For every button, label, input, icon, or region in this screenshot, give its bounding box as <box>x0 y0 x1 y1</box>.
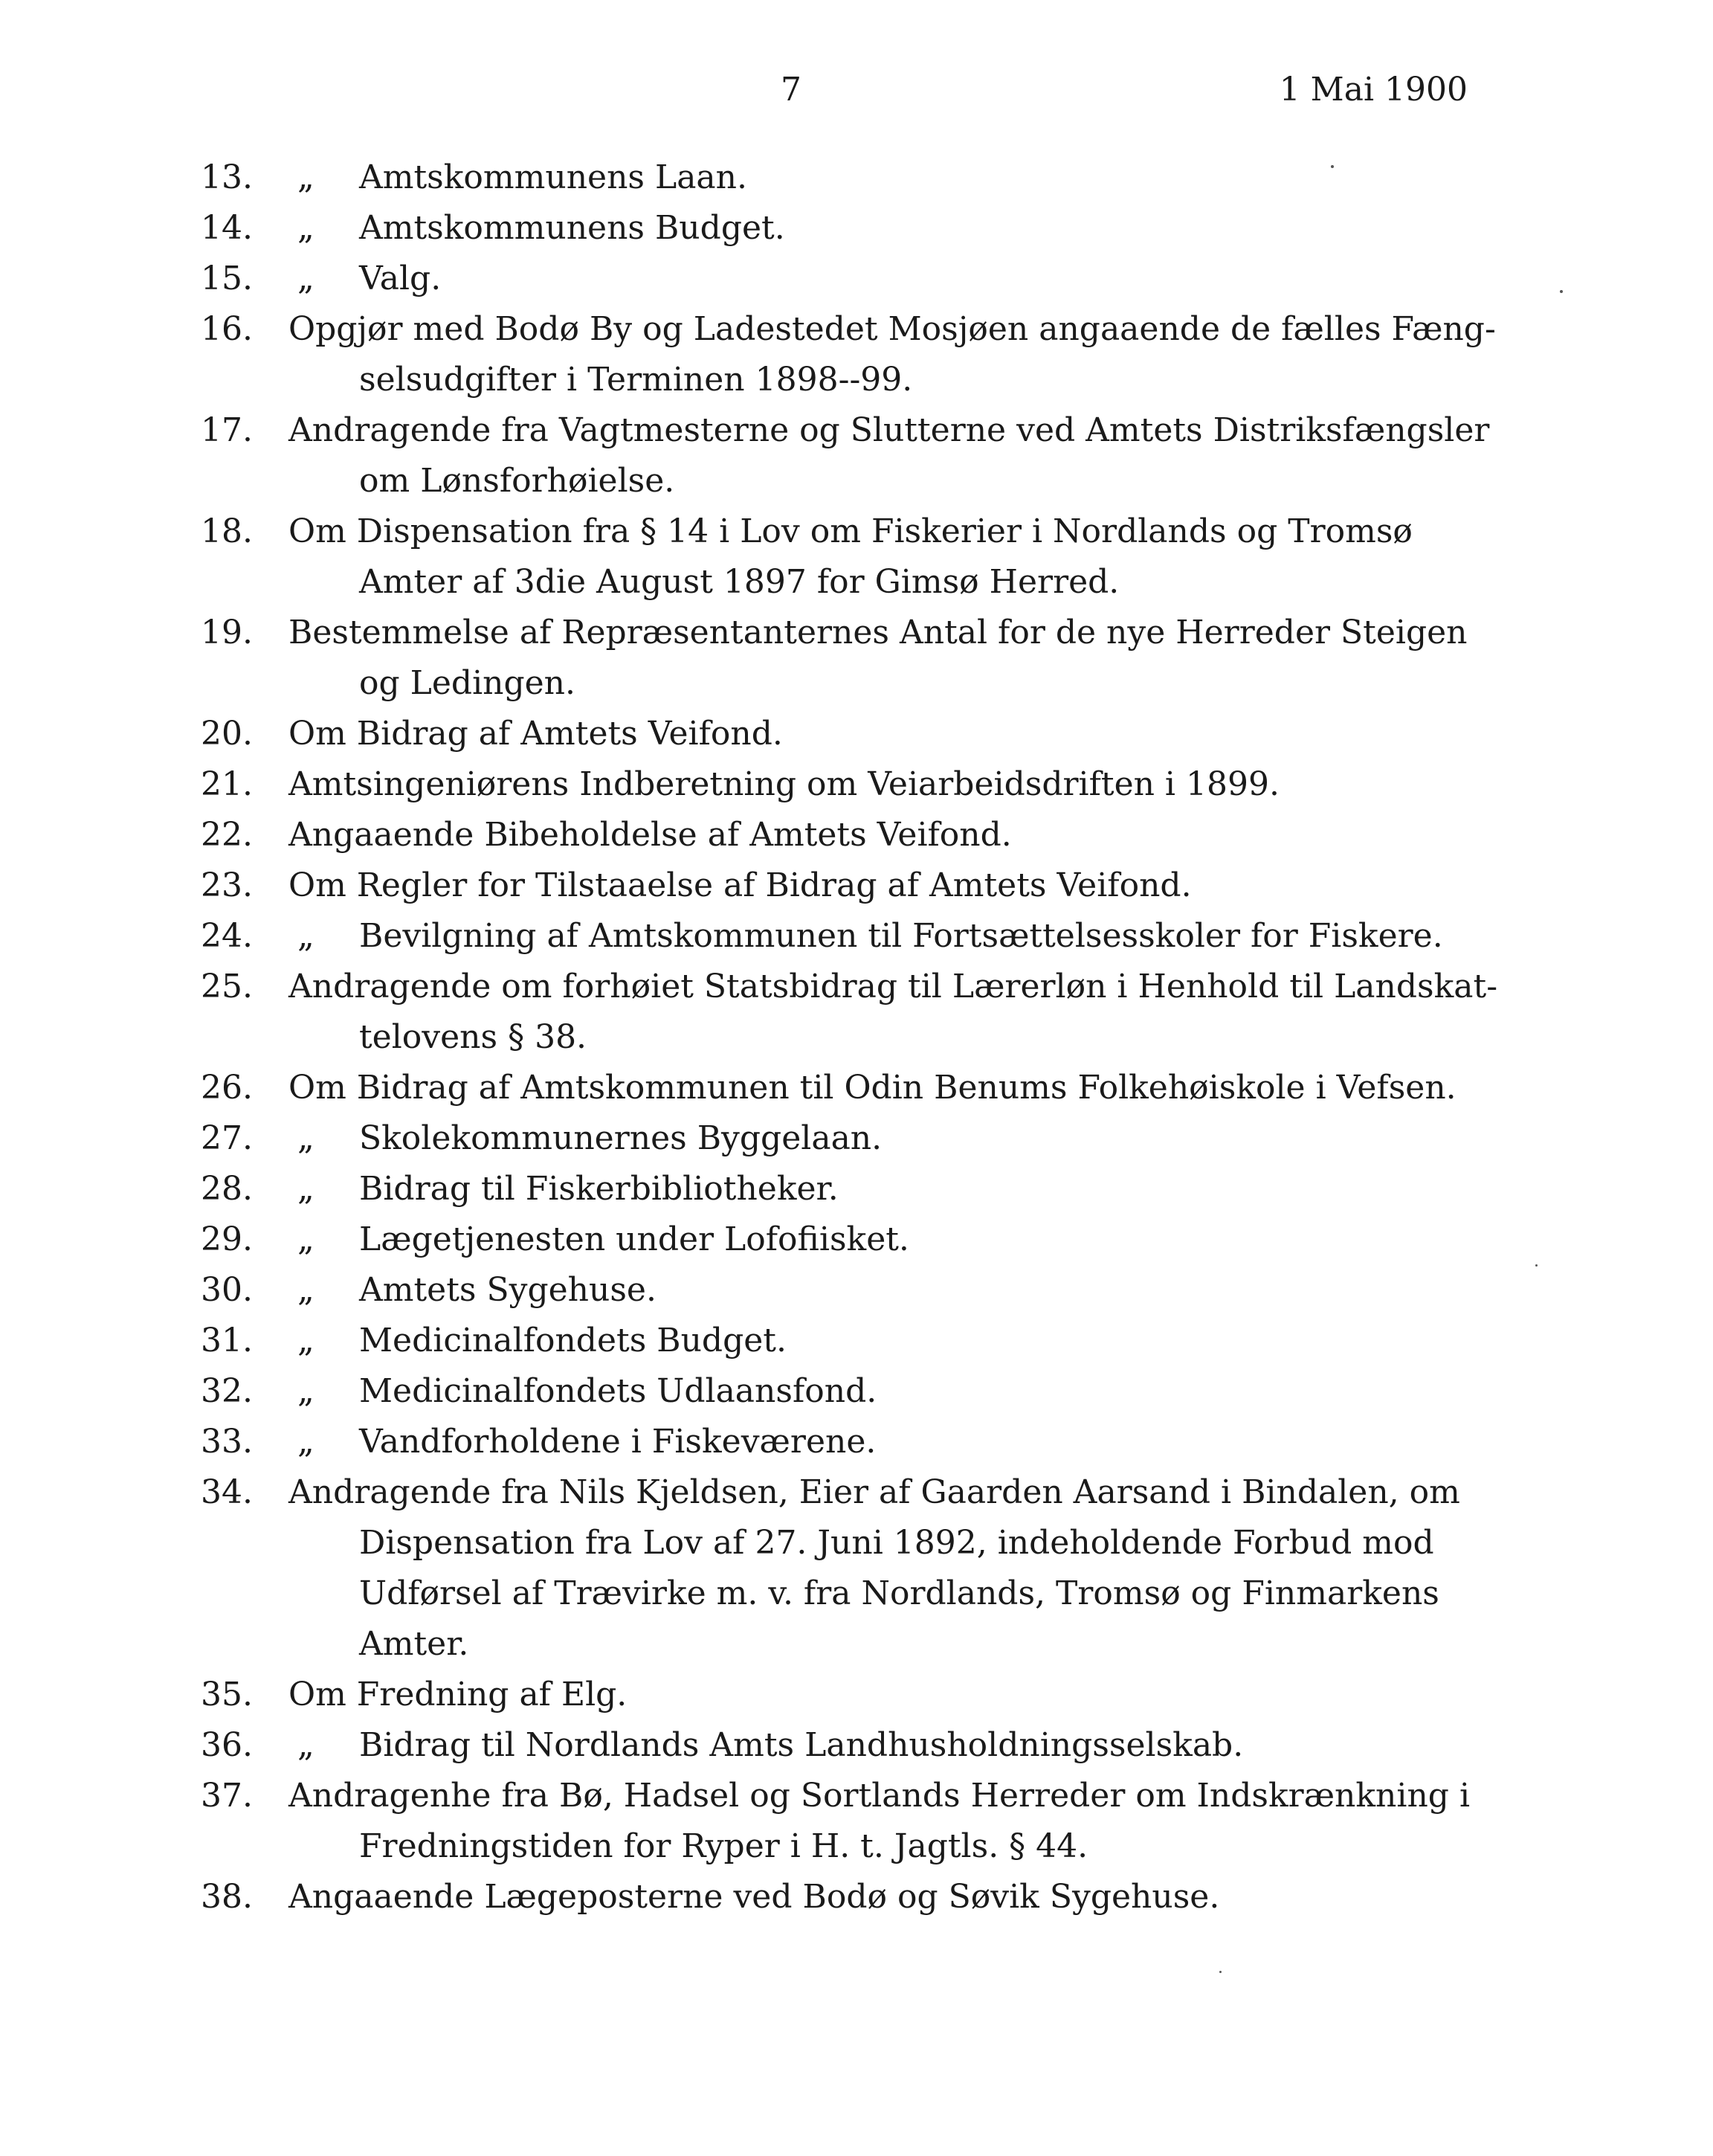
item-text: Amter af 3die August 1897 for Gimsø Herred. <box>359 563 1120 601</box>
item-body <box>288 1670 1480 1720</box>
list-item <box>201 1417 1480 1467</box>
item-line <box>288 608 1480 658</box>
item-line <box>288 506 1480 557</box>
item-text: om Lønsforhøielse. <box>359 462 675 500</box>
item-text: Andragende fra Vagtmesterne og Slutterne ved Amtets Distriksfængsler <box>288 411 1490 449</box>
item-body <box>288 1063 1480 1113</box>
item-line <box>288 759 1480 810</box>
ditto-mark: „ <box>297 1271 314 1309</box>
list-item <box>201 860 1480 911</box>
item-body <box>288 1265 1480 1316</box>
item-continuation-line <box>288 1518 1480 1568</box>
list-item <box>201 1872 1480 1922</box>
item-continuation-line <box>288 658 1480 709</box>
item-line <box>288 1417 1480 1467</box>
list-item <box>201 962 1498 1063</box>
item-body <box>288 1214 1480 1265</box>
list-item <box>201 254 1480 304</box>
item-text: Amtskommunens Laan. <box>359 158 747 196</box>
item-text: Bestemmelse af Repræsentanternes Antal for de nye Herreder Steigen <box>288 614 1468 651</box>
item-body <box>288 506 1480 608</box>
item-body <box>288 911 1480 962</box>
item-number: 25. <box>201 968 253 1005</box>
ditto-mark: „ <box>297 1726 314 1764</box>
item-line <box>288 1214 1480 1265</box>
list-item <box>201 506 1480 608</box>
item-text: Om Bidrag af Amtets Veifond. <box>288 715 783 753</box>
item-number: 19. <box>201 614 253 651</box>
ditto-mark: „ <box>297 1372 314 1410</box>
list-item <box>201 1670 1480 1720</box>
item-body <box>288 962 1497 1063</box>
item-body <box>288 304 1496 405</box>
ditto-mark: „ <box>297 1322 314 1359</box>
item-number: 21. <box>201 765 253 803</box>
item-line <box>288 1316 1480 1366</box>
list-item <box>201 608 1480 709</box>
item-text: Opgjør med Bodø By og Ladestedet Mosjøen angaaende de fælles Fæng- <box>288 310 1496 348</box>
scan-speck <box>1331 165 1334 168</box>
item-text: Angaaende Lægeposterne ved Bodø og Søvik Sygehuse. <box>288 1878 1220 1916</box>
item-text: Andragende om forhøiet Statsbidrag til Lærerløn i Henhold til Landskat- <box>288 968 1498 1005</box>
item-text: Bidrag til Fiskerbibliotheker. <box>359 1170 839 1208</box>
list-item <box>201 1113 1480 1164</box>
item-line <box>288 1113 1480 1164</box>
item-continuation-line <box>288 456 1489 506</box>
ditto-mark: „ <box>297 917 314 955</box>
list-item <box>201 1265 1480 1316</box>
item-line <box>288 1771 1480 1821</box>
item-text: Andragende fra Nils Kjeldsen, Eier af Gaarden Aarsand i Bindalen, om <box>288 1473 1460 1511</box>
item-number: 36. <box>201 1726 253 1764</box>
item-text: Skolekommunernes Byggelaan. <box>359 1119 883 1157</box>
item-body <box>288 1164 1480 1214</box>
item-text: telovens § 38. <box>359 1018 587 1056</box>
item-body <box>288 810 1480 860</box>
item-line <box>288 709 1480 759</box>
item-line <box>288 1872 1480 1922</box>
item-number: 15. <box>201 260 253 297</box>
item-line <box>288 962 1497 1012</box>
list-item <box>201 1467 1480 1670</box>
item-number: 34. <box>201 1473 253 1511</box>
ditto-mark: „ <box>297 1170 314 1208</box>
scan-speck <box>1560 290 1563 293</box>
item-body <box>288 405 1489 506</box>
item-body <box>288 759 1480 810</box>
item-body <box>288 1771 1480 1872</box>
item-body <box>288 860 1480 911</box>
item-text: Amtets Sygehuse. <box>359 1271 657 1309</box>
item-number: 24. <box>201 917 253 955</box>
item-body <box>288 709 1480 759</box>
list-item <box>201 1316 1480 1366</box>
item-body <box>288 1366 1480 1417</box>
item-body <box>288 1417 1480 1467</box>
item-text: Lægetjenesten under Lofofiisket. <box>359 1220 909 1258</box>
item-line <box>288 1063 1480 1113</box>
item-text: Andragenhe fra Bø, Hadsel og Sortlands Herreder om Indskrænkning i <box>288 1777 1471 1815</box>
scan-speck <box>1535 1264 1538 1267</box>
item-text: Om Fredning af Elg. <box>288 1676 628 1713</box>
list-item <box>201 709 1480 759</box>
item-number: 31. <box>201 1322 253 1359</box>
item-body <box>288 1467 1480 1670</box>
item-line <box>288 254 1480 304</box>
list-item <box>201 1720 1480 1771</box>
ditto-mark: „ <box>297 1423 314 1461</box>
list-item <box>201 911 1480 962</box>
ditto-mark: „ <box>297 1220 314 1258</box>
item-number: 20. <box>201 715 253 753</box>
item-number: 13. <box>201 158 253 196</box>
list-item <box>201 810 1480 860</box>
item-text: Valg. <box>359 260 442 297</box>
item-number: 18. <box>201 512 253 550</box>
item-line <box>288 860 1480 911</box>
item-text: Udførsel af Trævirke m. v. fra Nordlands, Tromsø og Finmarkens <box>359 1574 1439 1612</box>
item-text: Dispensation fra Lov af 27. Juni 1892, indeholdende Forbud mod <box>359 1524 1434 1562</box>
item-number: 38. <box>201 1878 253 1916</box>
item-body <box>288 1872 1480 1922</box>
item-body <box>288 254 1480 304</box>
page-date: 1 Mai 1900 <box>1279 71 1468 109</box>
item-text: Amtskommunens Budget. <box>359 209 785 247</box>
list-item <box>201 1366 1480 1417</box>
item-text: Om Bidrag af Amtskommunen til Odin Benums Folkehøiskole i Vefsen. <box>288 1069 1456 1107</box>
item-line <box>288 1467 1480 1518</box>
item-number: 37. <box>201 1777 253 1815</box>
item-number: 27. <box>201 1119 253 1157</box>
list-item <box>201 203 1480 254</box>
list-item <box>201 405 1490 506</box>
list-item <box>201 152 1480 203</box>
item-number: 17. <box>201 411 253 449</box>
item-text: Amter. <box>359 1625 469 1663</box>
ditto-mark: „ <box>297 209 314 247</box>
item-number: 23. <box>201 866 253 904</box>
item-text: Om Regler for Tilstaaelse af Bidrag af Amtets Veifond. <box>288 866 1192 904</box>
item-body <box>288 608 1480 709</box>
item-number: 16. <box>201 310 253 348</box>
item-body <box>288 1113 1480 1164</box>
item-continuation-line <box>288 1012 1497 1063</box>
page-header <box>0 71 1713 115</box>
list-item <box>201 304 1496 405</box>
item-line <box>288 304 1496 355</box>
list-item <box>201 1214 1480 1265</box>
list-item <box>201 1063 1480 1113</box>
item-number: 28. <box>201 1170 253 1208</box>
list-item <box>201 1164 1480 1214</box>
list-item <box>201 1771 1480 1872</box>
item-text: Medicinalfondets Budget. <box>359 1322 787 1359</box>
item-number: 30. <box>201 1271 253 1309</box>
item-text: Bevilgning af Amtskommunen til Fortsættelsesskoler for Fiskere. <box>359 917 1443 955</box>
item-number: 29. <box>201 1220 253 1258</box>
item-line <box>288 405 1489 456</box>
item-text: selsudgifter i Terminen 1898--99. <box>359 361 913 399</box>
item-continuation-line <box>288 1821 1480 1872</box>
item-body <box>288 203 1480 254</box>
item-body <box>288 1720 1480 1771</box>
item-line <box>288 1164 1480 1214</box>
item-continuation-line <box>288 1568 1480 1619</box>
item-continuation-line <box>288 355 1496 405</box>
item-text: Om Dispensation fra § 14 i Lov om Fiskerier i Nordlands og Tromsø <box>288 512 1413 550</box>
item-continuation-line <box>288 557 1480 608</box>
item-number: 32. <box>201 1372 253 1410</box>
item-number: 33. <box>201 1423 253 1461</box>
item-continuation-line <box>288 1619 1480 1670</box>
item-body <box>288 152 1480 203</box>
item-text: Vandforholdene i Fiskeværene. <box>359 1423 877 1461</box>
item-text: og Ledingen. <box>359 664 576 702</box>
ditto-mark: „ <box>297 158 314 196</box>
item-line <box>288 152 1480 203</box>
item-line <box>288 810 1480 860</box>
item-line <box>288 1265 1480 1316</box>
item-text: Angaaende Bibeholdelse af Amtets Veifond. <box>288 816 1012 854</box>
item-line <box>288 1720 1480 1771</box>
ditto-mark: „ <box>297 1119 314 1157</box>
page-number: 7 <box>781 71 801 109</box>
item-line <box>288 203 1480 254</box>
item-text: Bidrag til Nordlands Amts Landhusholdningsselskab. <box>359 1726 1244 1764</box>
item-number: 22. <box>201 816 253 854</box>
item-number: 14. <box>201 209 253 247</box>
item-text: Medicinalfondets Udlaansfond. <box>359 1372 877 1410</box>
list-item <box>201 759 1480 810</box>
item-body <box>288 1316 1480 1366</box>
item-line <box>288 911 1480 962</box>
ditto-mark: „ <box>297 260 314 297</box>
agenda-list <box>201 152 1498 1922</box>
item-text: Fredningstiden for Ryper i H. t. Jagtls. § 44. <box>359 1827 1088 1865</box>
item-number: 26. <box>201 1069 253 1107</box>
item-line <box>288 1366 1480 1417</box>
scan-speck <box>1219 1971 1222 1973</box>
item-text: Amtsingeniørens Indberetning om Veiarbeidsdriften i 1899. <box>288 765 1280 803</box>
item-number: 35. <box>201 1676 253 1713</box>
item-line <box>288 1670 1480 1720</box>
